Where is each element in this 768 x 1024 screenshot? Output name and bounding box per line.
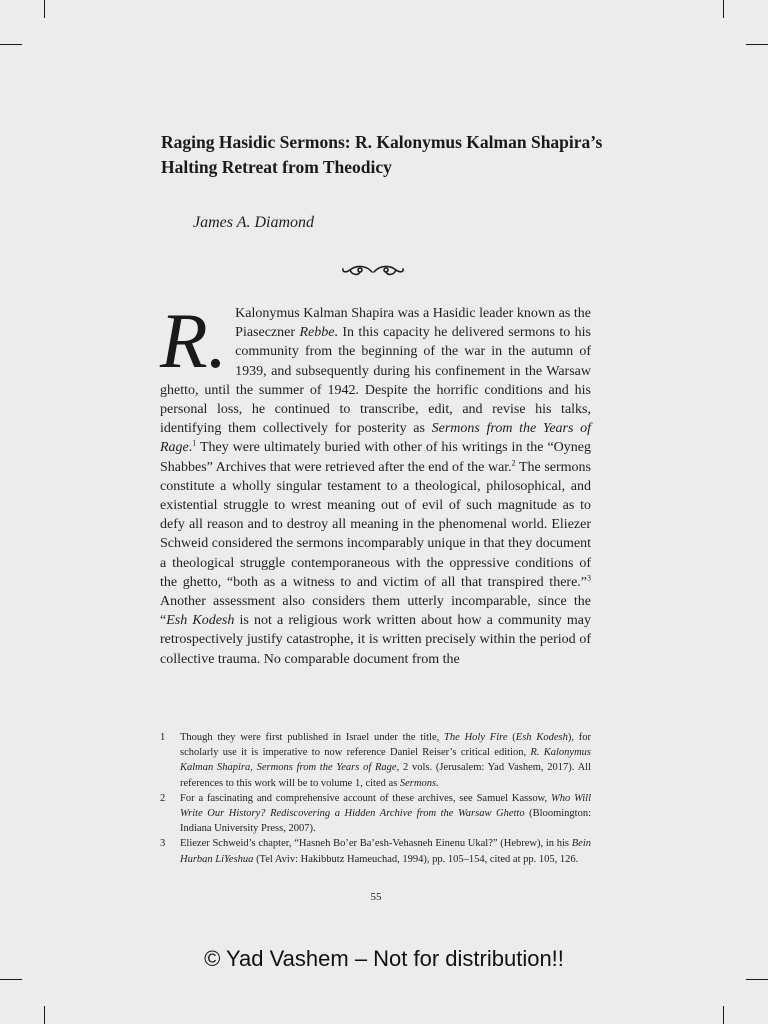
footnote-text: Eliezer Schweid’s chapter, “Hasneh Bo’er Ba’esh-Vehasneh Einenu Ukal?” (Hebrew), in his Bein Hurban LiYeshua (Tel Aviv: Hakibbutz Hameuchad, 1994), pp. 105–154, cited at pp. 105, 126. xyxy=(180,838,591,865)
footnote-ref-1[interactable]: 1 xyxy=(192,438,197,448)
page-number: 55 xyxy=(370,891,382,903)
fleuron-ornament-icon xyxy=(340,263,406,279)
footnote-text: For a fascinating and comprehensive account of these archives, see Samuel Kassow, Who Will Write Our History? Rediscovering a Hidden Archive from the Warsaw Ghetto (Bloomington: Indiana University Press, 2007). xyxy=(180,792,592,835)
footnote-number: 2 xyxy=(160,792,166,804)
crop-mark xyxy=(746,979,768,980)
footnote-item xyxy=(160,730,591,791)
footnote-item xyxy=(160,836,591,866)
footnote-item xyxy=(160,791,591,837)
crop-mark xyxy=(44,1006,45,1024)
crop-mark xyxy=(723,0,724,18)
body-paragraph: R. Kalonymus Kalman Shapira was a Hasidic leader known as the Piaseczner Rebbe. In this capacity he delivered sermons to his community from the beginning of the war in the autumn of 1939, and subsequently during his confinement in the Warsaw ghetto, until the summer of 1942. Despite the horrific conditions and his personal loss, he continued to transcribe, edit, and revise his talks, identifying them collectively for posterity as Sermons from the Years of Rage.$^1$ They were ultimately buried with other of his writings in the “Oyneg Shabbes” Archives that were retrieved after the end of the war.$^2$ The sermons constitute a wholly singular testament to a theological, philosophical, and existential struggle to wrest meaning out of evil of such magnitude as to defy all reason and to destroy all meaning in the phenomenal world. Eliezer Schweid considered the sermons incomparably unique in that they document a theological struggle contemporaneous with the oppressive conditions of the ghetto, “both as a witness to and victim of all that transpired there.”$^3$ Another assessment also considers them utterly incomparable, since the “Esh Kodesh is not a religious work written about how a community may retrospectively justify catastrophe, it is written precisely within the period of collective trauma. No comparable document from the xyxy=(160,297,592,667)
footnote-ref-3[interactable]: 3 xyxy=(587,573,591,583)
footnote-number: 3 xyxy=(160,838,166,850)
footnote-number: 1 xyxy=(160,732,166,743)
author-name: James A. Diamond xyxy=(193,214,315,231)
crop-mark xyxy=(0,979,22,980)
footnote-ref-2[interactable]: 2 xyxy=(511,457,516,467)
footnote-text: Though they were first published in Israel under the title, The Holy Fire (Esh Kodesh), for scholarly use it is imperative to now reference Daniel Reiser’s critical edition, R. Kalonymus Kalman Shapira, Sermons from the Years of Rage, 2 vols. (Jerusalem: Yad Vashem, 2017). All references to this work will be to volume 1, cited as Sermons. xyxy=(180,732,591,789)
crop-mark xyxy=(0,44,22,45)
crop-mark xyxy=(44,0,45,18)
drop-cap: R. xyxy=(160,297,228,384)
crop-mark xyxy=(746,44,768,45)
footnotes xyxy=(160,730,591,867)
copyright-watermark: © Yad Vashem – Not for distribution!! xyxy=(204,946,564,971)
article-title: Raging Hasidic Sermons: R. Kalonymus Kalman Shapira’s Halting Retreat from Theodicy xyxy=(161,132,603,177)
crop-mark xyxy=(723,1006,724,1024)
